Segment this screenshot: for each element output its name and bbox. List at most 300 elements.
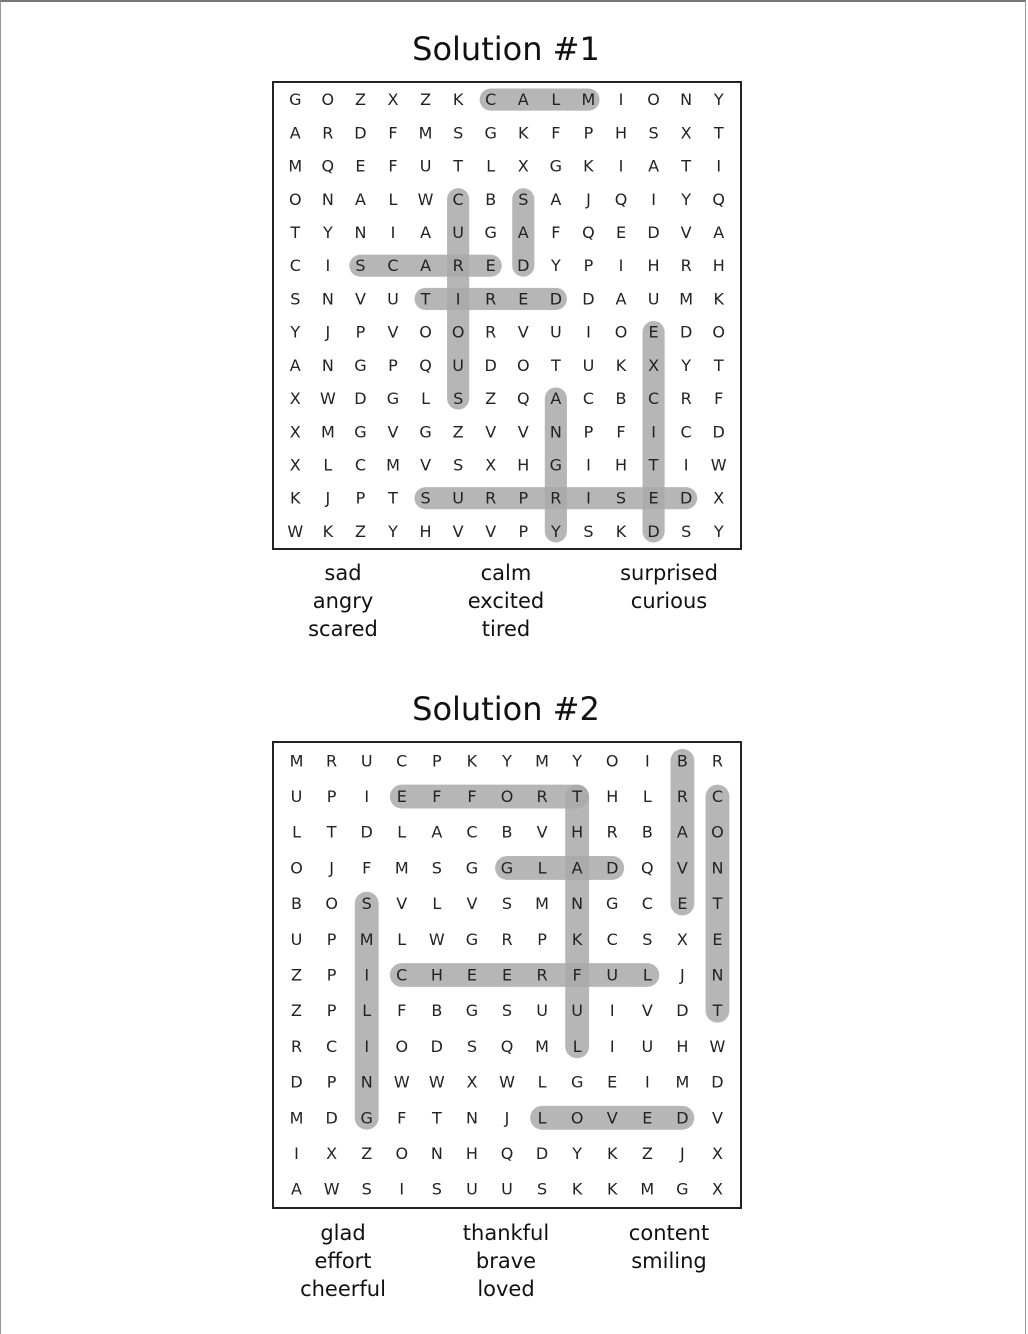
grid-letter: E [501, 965, 513, 985]
grid-letter: C [641, 894, 653, 914]
grid-letter: U [360, 751, 373, 771]
grid-letter: Y [713, 521, 724, 541]
grid-letter: N [680, 90, 693, 110]
grid-letter: S [290, 289, 301, 309]
grid-letter: R [326, 751, 338, 771]
grid-letter: Y [572, 1143, 583, 1163]
grid-letter: T [431, 1108, 442, 1128]
grid-letter: L [432, 894, 442, 914]
grid-letter: W [428, 929, 445, 949]
grid-letter: A [517, 222, 529, 242]
word-list-item: calm [480, 561, 532, 585]
grid-letter: D [325, 1108, 338, 1128]
grid-letter: M [535, 894, 549, 914]
grid-letter: H [614, 123, 628, 143]
grid-letter: H [571, 822, 584, 842]
word-list-column [594, 1219, 744, 1303]
grid-letter: R [290, 1036, 303, 1056]
grid-letter: C [452, 189, 464, 209]
grid-letter: R [680, 256, 692, 276]
grid-letter: I [644, 751, 650, 771]
grid-letter: U [501, 1179, 513, 1199]
grid-letter: I [364, 965, 370, 985]
grid-letter: R [485, 289, 497, 309]
grid-letter: C [582, 389, 595, 409]
grid-letter: D [360, 822, 373, 842]
grid-letter: L [642, 787, 652, 807]
grid-letter: U [536, 1001, 548, 1021]
grid-letter: O [288, 189, 302, 209]
grid-letter: S [466, 1036, 478, 1056]
grid-letter: P [355, 322, 366, 342]
grid-letter: Q [500, 1036, 514, 1056]
grid-letter: A [615, 289, 627, 309]
grid-letter: X [711, 1179, 723, 1199]
grid-letter: V [466, 894, 478, 914]
grid-letter: K [606, 1179, 618, 1199]
grid-letter: D [679, 322, 693, 342]
grid-letter: I [618, 90, 624, 110]
grid-letter: Q [582, 222, 595, 242]
grid-letter: C [647, 389, 660, 409]
grid-letter: T [453, 156, 464, 176]
grid-letter: H [517, 455, 530, 475]
grid-letter: Q [641, 858, 654, 878]
grid-letter: T [713, 123, 724, 143]
grid-letter: D [517, 256, 530, 276]
grid-letter: P [537, 929, 547, 949]
puzzle-1-title: Solution #1 [412, 30, 600, 68]
grid-letter: R [485, 322, 497, 342]
grid-letter: N [321, 289, 334, 309]
grid-letter: G [484, 222, 497, 242]
word-list-item: excited [467, 589, 545, 613]
grid-letter: Q [419, 355, 432, 375]
grid-letter: J [325, 322, 331, 342]
grid-letter: G [354, 355, 367, 375]
puzzle-2-letter-grid [272, 741, 742, 1209]
grid-letter: W [709, 1036, 726, 1056]
grid-letter: B [291, 894, 303, 914]
grid-letter: G [465, 1001, 479, 1021]
grid-letter: O [647, 90, 660, 110]
grid-letter: I [586, 488, 591, 508]
grid-letter: L [642, 965, 652, 985]
grid-letter: B [485, 189, 497, 209]
grid-letter: I [364, 1036, 370, 1056]
grid-letter: S [453, 455, 464, 475]
grid-letter: O [570, 1108, 584, 1128]
grid-letter: V [517, 322, 529, 342]
grid-letter: U [641, 1036, 654, 1056]
grid-letter: R [452, 256, 464, 276]
grid-letter: A [420, 222, 432, 242]
grid-letter: P [326, 1072, 337, 1092]
grid-letter: Z [452, 422, 464, 442]
grid-letter: S [431, 858, 442, 878]
grid-letter: E [642, 1108, 653, 1128]
grid-letter: V [485, 521, 497, 541]
grid-letter: E [648, 322, 659, 342]
grid-letter: C [466, 822, 478, 842]
grid-letter: D [647, 222, 660, 242]
grid-letter: S [648, 123, 659, 143]
grid-letter: L [537, 1072, 547, 1092]
grid-letter: I [683, 455, 689, 475]
grid-letter: Q [516, 389, 530, 409]
grid-letter: D [430, 1036, 444, 1056]
grid-letter: I [399, 1179, 405, 1199]
grid-letter: S [681, 521, 692, 541]
word-list-column [268, 1219, 418, 1303]
grid-letter: X [485, 455, 497, 475]
grid-letter: I [609, 1001, 615, 1021]
grid-letter: P [326, 929, 337, 949]
grid-letter: O [712, 322, 726, 342]
grid-letter: Z [354, 90, 366, 110]
grid-letter: W [710, 455, 727, 475]
grid-letter: U [606, 965, 619, 985]
grid-letter: U [452, 488, 465, 508]
grid-letter: O [325, 894, 338, 914]
grid-letter: T [712, 894, 723, 914]
grid-letter: J [680, 1143, 685, 1163]
grid-letter: N [360, 1072, 373, 1092]
grid-letter: K [571, 929, 583, 949]
grid-letter: S [361, 894, 372, 914]
grid-letter: Q [614, 189, 628, 209]
grid-letter: U [549, 322, 562, 342]
grid-letter: L [397, 822, 407, 842]
grid-letter: X [648, 355, 660, 375]
grid-letter: O [321, 90, 335, 110]
grid-letter: R [485, 488, 497, 508]
grid-letter: A [676, 822, 688, 842]
grid-letter: D [290, 1072, 303, 1092]
grid-letter: D [676, 1001, 689, 1021]
grid-letter: L [397, 929, 407, 949]
grid-letter: A [431, 822, 443, 842]
grid-letter: W [393, 1072, 410, 1092]
grid-letter: U [466, 1179, 478, 1199]
grid-letter: A [289, 123, 301, 143]
grid-letter: S [431, 1179, 442, 1199]
grid-letter: C [396, 751, 408, 771]
grid-letter: F [572, 965, 582, 985]
grid-letter: M [418, 123, 433, 143]
grid-letter: F [397, 1108, 407, 1128]
grid-letter: O [395, 1036, 409, 1056]
grid-letter: S [420, 488, 431, 508]
grid-letter: I [618, 256, 624, 276]
grid-letter: A [713, 222, 725, 242]
grid-letter: P [326, 787, 337, 807]
grid-letter: U [452, 355, 465, 375]
grid-letter: L [486, 156, 496, 176]
grid-letter: T [681, 156, 692, 176]
grid-letter: L [362, 1001, 372, 1021]
grid-letter: P [355, 488, 366, 508]
grid-letter: F [467, 787, 477, 807]
answer-highlight [495, 856, 624, 880]
grid-letter: N [711, 965, 724, 985]
grid-letter: K [583, 156, 594, 176]
grid-letter: U [452, 222, 465, 242]
grid-letter: Y [681, 189, 692, 209]
grid-letter: N [430, 1143, 443, 1163]
grid-letter: X [713, 488, 725, 508]
grid-letter: K [466, 751, 478, 771]
grid-letter: G [419, 422, 432, 442]
grid-letter: V [396, 894, 408, 914]
grid-letter: R [322, 123, 334, 143]
grid-letter: Z [641, 1143, 653, 1163]
grid-letter: R [550, 488, 562, 508]
word-list-item: thankful [462, 1221, 550, 1245]
grid-letter: Z [291, 1001, 303, 1021]
grid-letter: S [361, 1179, 372, 1199]
grid-letter: M [289, 751, 304, 771]
grid-letter: F [714, 389, 724, 409]
grid-letter: N [354, 222, 367, 242]
grid-letter: G [500, 858, 514, 878]
grid-letter: V [387, 322, 399, 342]
grid-letter: S [453, 389, 464, 409]
grid-letter: U [582, 355, 595, 375]
grid-letter: C [396, 965, 408, 985]
grid-letter: J [680, 965, 685, 985]
grid-letter: F [551, 123, 561, 143]
grid-letter: G [484, 123, 497, 143]
grid-letter: Y [550, 256, 561, 276]
grid-letter: B [501, 822, 513, 842]
grid-letter: D [676, 1108, 689, 1128]
grid-letter: M [320, 422, 335, 442]
grid-letter: P [583, 256, 594, 276]
grid-letter: L [537, 858, 547, 878]
grid-letter: A [420, 256, 432, 276]
grid-letter: U [647, 289, 660, 309]
grid-letter: E [466, 965, 477, 985]
grid-letter: D [712, 422, 725, 442]
puzzle-1-word-list [268, 559, 744, 643]
word-list-item: tired [481, 617, 531, 641]
grid-letter: Q [321, 156, 335, 176]
word-list-item: sad [324, 561, 362, 585]
grid-letter: F [551, 222, 561, 242]
grid-letter: U [290, 787, 303, 807]
grid-letter: V [387, 422, 399, 442]
grid-letter: O [614, 322, 628, 342]
grid-letter: F [388, 156, 398, 176]
grid-letter: K [713, 289, 724, 309]
grid-letter: A [291, 1179, 303, 1199]
grid-letter: O [451, 322, 465, 342]
grid-letter: R [501, 929, 513, 949]
grid-letter: I [651, 189, 656, 209]
grid-letter: Z [291, 965, 303, 985]
grid-letter: G [360, 1108, 373, 1128]
grid-letter: M [359, 929, 374, 949]
grid-letter: Y [681, 355, 692, 375]
grid-letter: O [711, 822, 724, 842]
grid-letter: S [583, 521, 594, 541]
grid-letter: I [325, 256, 331, 276]
word-list-column [431, 559, 581, 643]
grid-letter: Q [712, 189, 726, 209]
grid-letter: X [289, 422, 301, 442]
grid-letter: M [535, 1036, 549, 1056]
grid-letter: E [712, 929, 723, 949]
grid-letter: V [676, 858, 688, 878]
grid-letter: T [420, 289, 431, 309]
grid-letter: S [518, 189, 529, 209]
grid-letter: X [711, 1143, 723, 1163]
grid-letter: R [711, 751, 724, 771]
grid-letter: V [354, 289, 366, 309]
grid-letter: Z [361, 1143, 373, 1163]
grid-letter: K [606, 1143, 618, 1163]
grid-letter: G [289, 90, 302, 110]
grid-letter: M [581, 90, 596, 110]
grid-letter: F [388, 123, 398, 143]
grid-letter: H [419, 521, 432, 541]
grid-letter: L [551, 90, 561, 110]
grid-letter: S [642, 929, 653, 949]
grid-letter: C [485, 90, 497, 110]
grid-letter: I [455, 289, 461, 309]
grid-letter: G [606, 894, 619, 914]
grid-letter: Z [354, 521, 366, 541]
grid-letter: Y [322, 222, 333, 242]
grid-letter: S [615, 488, 627, 508]
grid-letter: L [421, 389, 431, 409]
word-list-item: smiling [631, 1249, 707, 1273]
grid-letter: M [535, 751, 549, 771]
grid-letter: J [329, 858, 334, 878]
grid-letter: N [711, 858, 724, 878]
grid-letter: S [501, 894, 513, 914]
grid-letter: Y [502, 751, 512, 771]
grid-letter: B [615, 389, 627, 409]
grid-letter: G [549, 156, 563, 176]
grid-letter: V [536, 822, 548, 842]
grid-letter: Z [485, 389, 497, 409]
grid-letter: K [571, 1179, 583, 1199]
grid-letter: K [322, 521, 334, 541]
grid-letter: I [716, 156, 722, 176]
word-list-item: glad [320, 1221, 366, 1245]
grid-letter: P [518, 521, 529, 541]
grid-letter: K [290, 488, 301, 508]
grid-letter: O [605, 751, 619, 771]
grid-letter: V [452, 521, 464, 541]
grid-letter: C [326, 1036, 338, 1056]
grid-letter: T [550, 355, 561, 375]
grid-letter: F [362, 858, 372, 878]
grid-letter: R [606, 822, 618, 842]
word-list-column [594, 559, 744, 643]
grid-letter: G [386, 389, 400, 409]
grid-letter: A [354, 189, 366, 209]
grid-letter: G [549, 455, 563, 475]
grid-letter: F [616, 422, 626, 442]
grid-letter: J [586, 189, 591, 209]
grid-letter: Y [550, 521, 561, 541]
grid-letter: I [651, 422, 656, 442]
puzzle-2-title: Solution #2 [412, 690, 600, 728]
puzzle-1-letter-grid [272, 81, 742, 550]
grid-letter: P [583, 123, 594, 143]
grid-letter: V [680, 222, 692, 242]
grid-letter: N [549, 422, 562, 442]
grid-letter: P [583, 422, 594, 442]
grid-letter: N [321, 189, 334, 209]
grid-letter: V [517, 422, 529, 442]
grid-letter: G [354, 422, 367, 442]
word-list-item: content [628, 1221, 710, 1245]
grid-letter: T [572, 787, 583, 807]
grid-letter: S [536, 1179, 548, 1199]
grid-letter: W [499, 1072, 515, 1092]
grid-letter: H [712, 256, 725, 276]
grid-letter: P [326, 965, 337, 985]
grid-letter: X [676, 929, 688, 949]
grid-letter: M [394, 858, 409, 878]
grid-letter: M [640, 1179, 655, 1199]
grid-letter: V [711, 1108, 723, 1128]
grid-letter: O [290, 858, 303, 878]
grid-letter: G [676, 1179, 689, 1199]
grid-letter: E [677, 894, 688, 914]
grid-letter: X [289, 455, 301, 475]
word-list-item: effort [314, 1249, 372, 1273]
grid-letter: X [387, 90, 399, 110]
grid-letter: K [615, 355, 627, 375]
grid-letter: D [647, 521, 660, 541]
grid-letter: A [550, 389, 562, 409]
grid-letter: D [549, 289, 563, 309]
grid-letter: L [537, 1108, 547, 1128]
grid-letter: Y [388, 521, 398, 541]
grid-letter: D [711, 1072, 724, 1092]
word-list-item: brave [475, 1249, 537, 1273]
grid-letter: T [713, 355, 724, 375]
grid-letter: H [430, 965, 443, 985]
grid-letter: T [290, 222, 301, 242]
grid-letter: I [364, 787, 370, 807]
grid-letter: A [289, 355, 301, 375]
grid-letter: L [323, 455, 333, 475]
grid-letter: D [484, 355, 497, 375]
word-list-item: loved [477, 1277, 535, 1301]
grid-letter: K [518, 123, 529, 143]
grid-letter: K [615, 521, 627, 541]
grid-letter: W [319, 389, 336, 409]
grid-letter: R [536, 965, 548, 985]
grid-letter: D [535, 1143, 549, 1163]
grid-letter: L [572, 1036, 582, 1056]
grid-letter: D [582, 289, 595, 309]
grid-letter: J [504, 1108, 510, 1128]
puzzle-2-grid-svg [274, 743, 740, 1207]
grid-letter: S [501, 1001, 513, 1021]
grid-letter: I [609, 1036, 615, 1056]
grid-letter: H [647, 256, 660, 276]
grid-letter: Z [420, 90, 432, 110]
grid-letter: N [465, 1108, 478, 1128]
grid-letter: W [428, 1072, 445, 1092]
